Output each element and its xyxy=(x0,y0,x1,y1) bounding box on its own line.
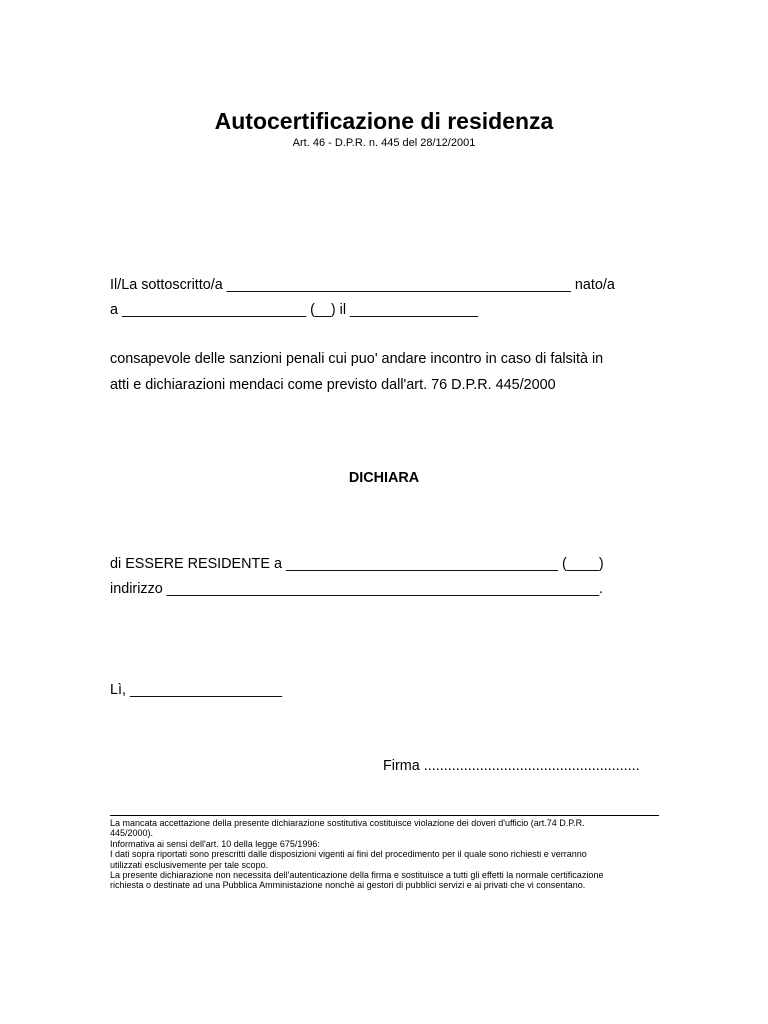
footer-note-3: Informativa ai sensi dell'art. 10 della legge 675/1996: xyxy=(110,838,320,849)
page-subtitle: Art. 46 - D.P.R. n. 445 del 28/12/2001 xyxy=(292,137,476,149)
footer-note-1: La mancata accettazione della presente dichiarazione sostitutiva costituisce violazione dei doveri d'ufficio (art.74 D.P.R. xyxy=(110,818,585,828)
footer-note-7: richiesta o destinate ad una Pubblica Amministazione nonchè ai gestori di pubblici servizi e ai privati che vi consentano. xyxy=(110,880,586,891)
signature-line: Firma ...................................................... xyxy=(383,758,640,774)
address-line: indirizzo ______________________________________________________. xyxy=(110,581,603,597)
footer-divider xyxy=(110,815,659,816)
declaration-heading: DICHIARA xyxy=(348,470,420,486)
footer-note-2: 445/2000). xyxy=(110,828,154,839)
declarant-line: Il/La sottoscritto/a ___________________________________________ nato/a xyxy=(110,277,615,293)
awareness-line-1: consapevole delle sanzioni penali cui puo' andare incontro in caso di falsità in xyxy=(110,351,604,367)
footer-note-6: La presente dichiarazione non necessita dell'autenticazione della firma e sostituisce a tutti gli effetti la normale certificazione xyxy=(110,870,604,880)
awareness-line-2: atti e dichiarazioni mendaci come previsto dall'art. 76 D.P.R. 445/2000 xyxy=(110,377,556,393)
footer-note-5: utilizzati esclusivemente per tale scopo. xyxy=(110,859,269,870)
footer-note-4: I dati sopra riportati sono prescritti dalle disposizioni vigenti ai fini del procedimento per il quale sono richiesti e verranno xyxy=(110,849,587,860)
residence-line: di ESSERE RESIDENTE a __________________________________ (____) xyxy=(110,556,604,572)
place-date-line: Lì, ___________________ xyxy=(110,682,283,698)
page-title: Autocertificazione di residenza xyxy=(214,108,554,134)
birth-line: a _______________________ (__) il ________________ xyxy=(110,302,479,318)
